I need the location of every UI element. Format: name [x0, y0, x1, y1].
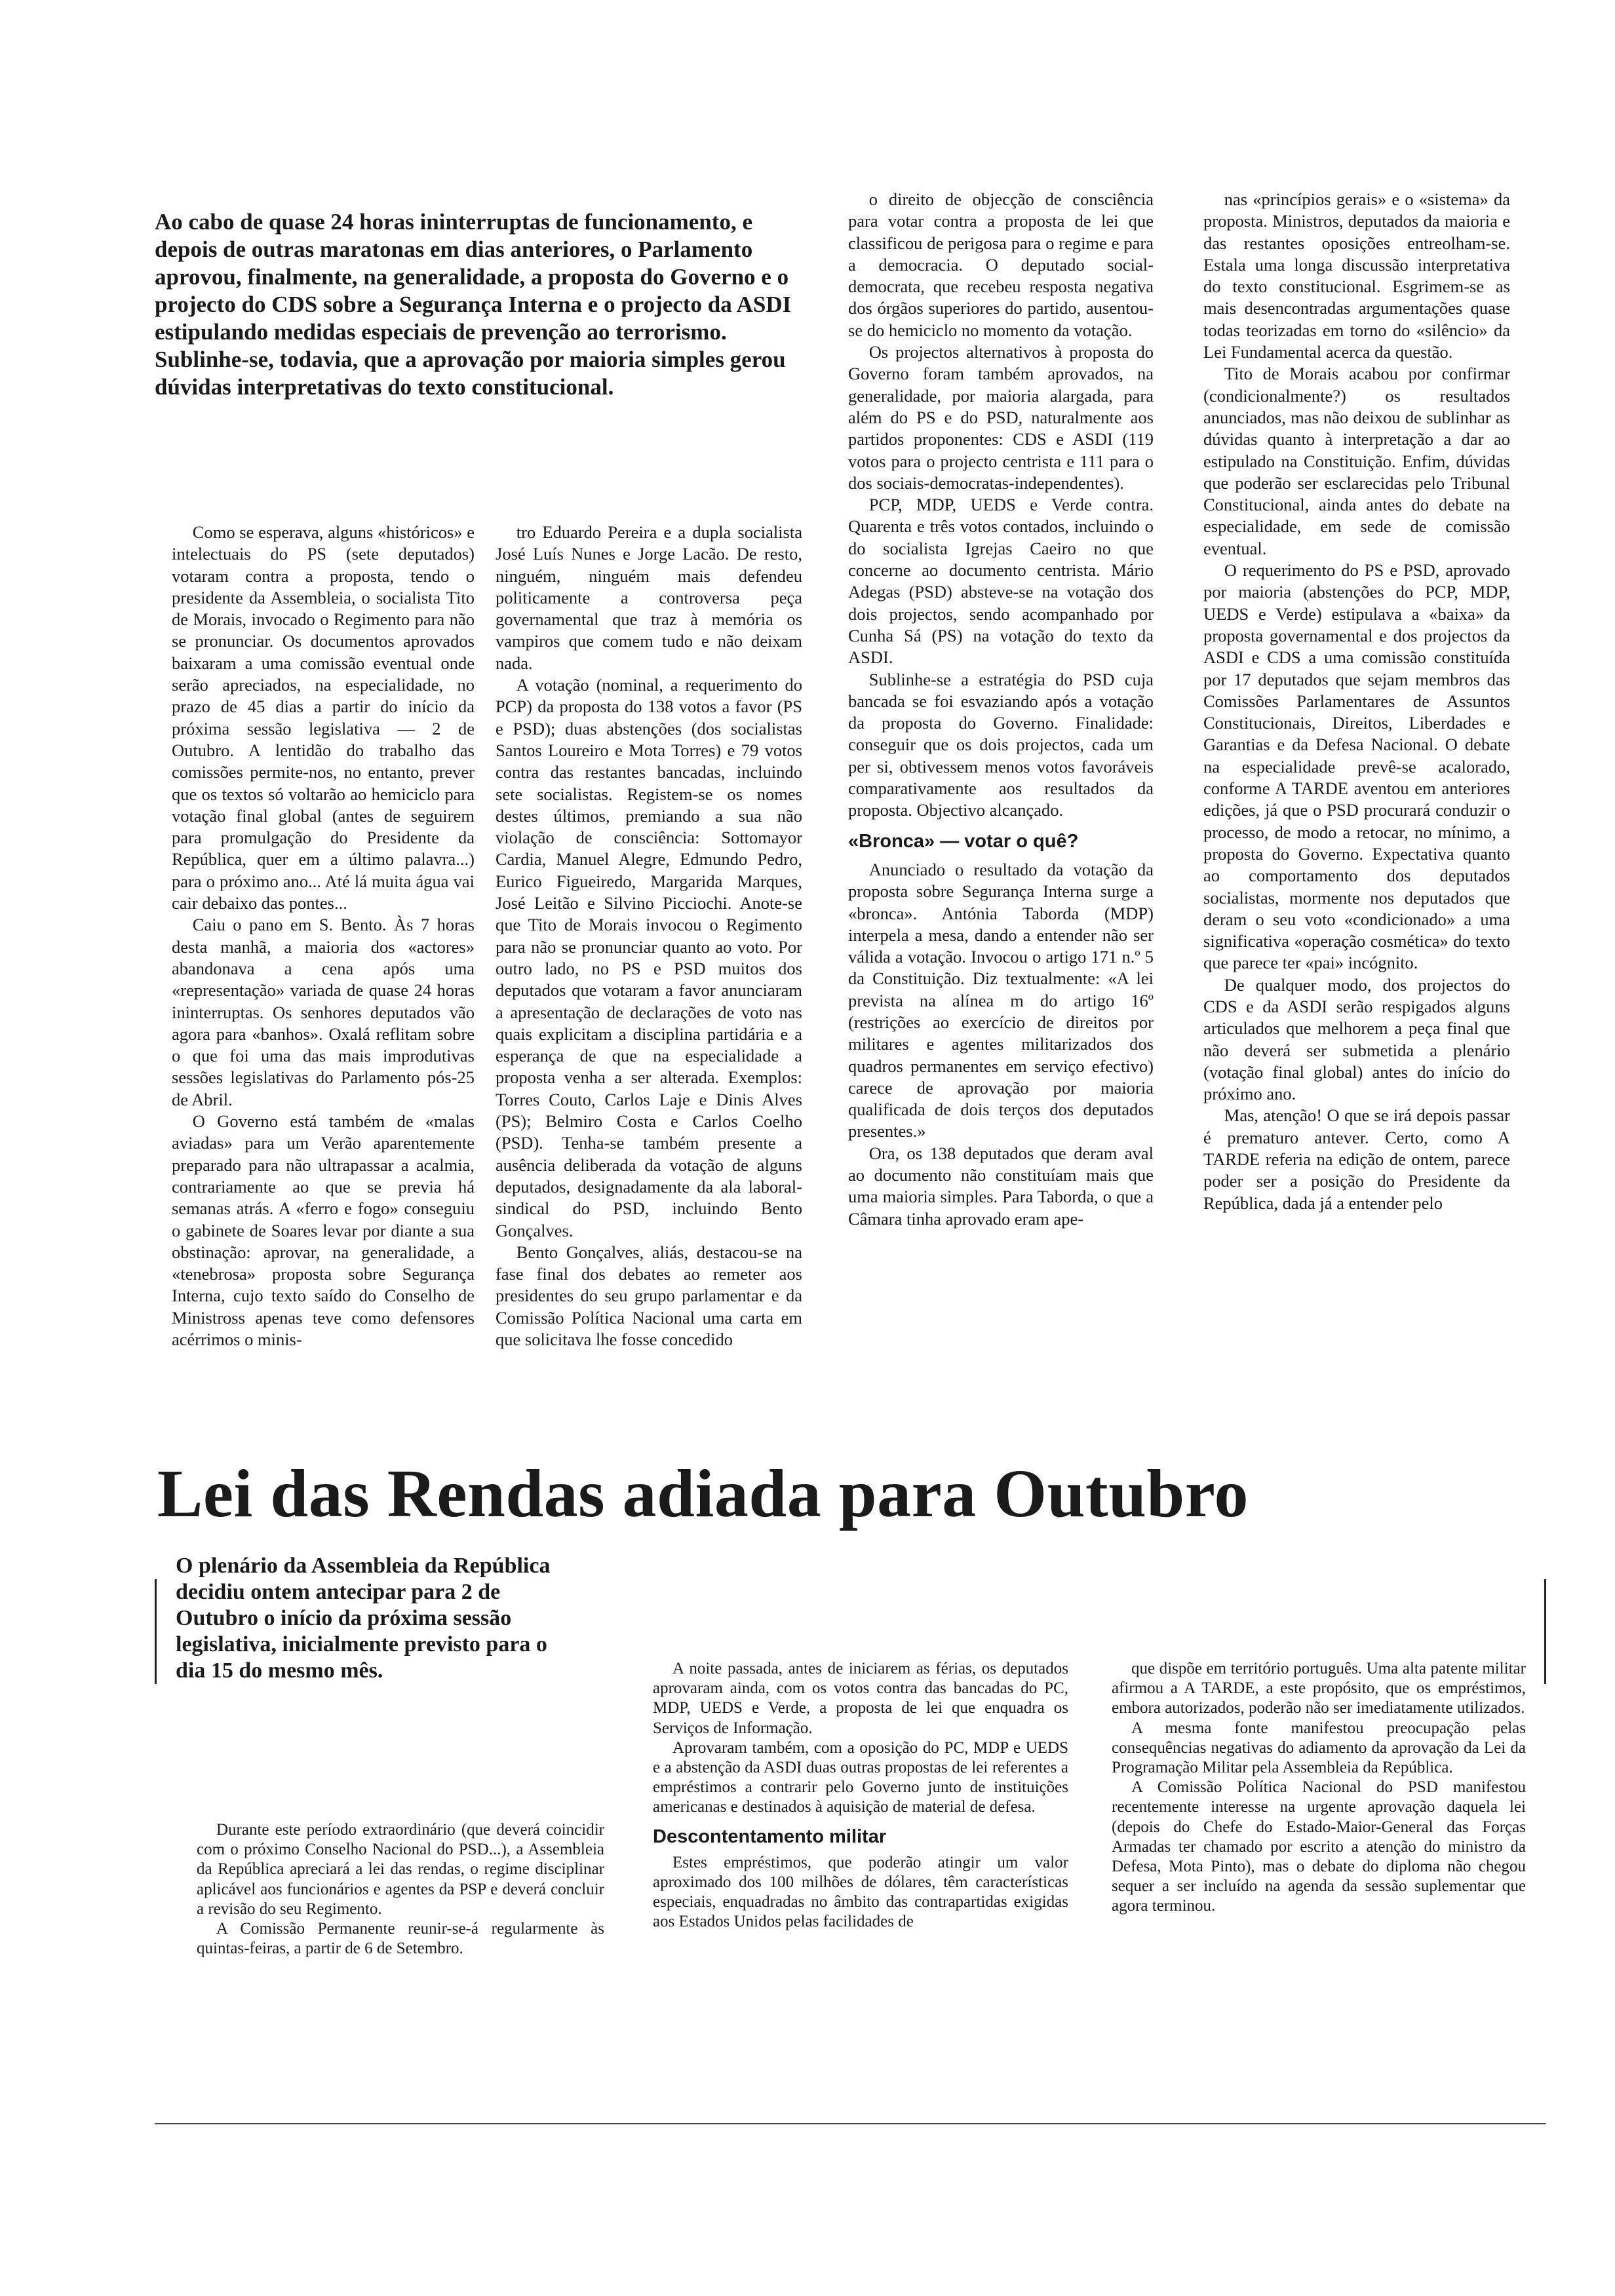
paragraph: Aprovaram também, com a oposição do PC, MDP e UEDS e a abstenção da ASDI duas outras propostas de lei referentes a empréstimos a contrarir pelo Governo junto de instituições americanas e destinados à aquisição de material de defesa. — [653, 1738, 1068, 1816]
paragraph: O requerimento do PS e PSD, aprovado por maioria (abstenções do PCP, MDP, UEDS e Verde) estipulava a «baixa» da proposta governamental e dos projectos da ASDI e CDS a uma comissão constituída por 17 deputados que sejam membros das Comissões Parlamentares de Assuntos Constitucionais, Direitos, Liberdades e Garantias e da Defesa Nacional. O debate na especialidade prevê-se acalorado, conforme A TARDE aventou em anteriores edições, já que o PSD procurará conduzir o processo, de modo a retocar, no mínimo, a proposta do Governo. Expectativa quanto ao comportamento dos deputados socialistas, mormente nos deputados que deram o seu voto «condicionado» a uma significativa «operação cosmética» do texto que parece ter «pai» incógnito. — [1203, 560, 1510, 973]
paragraph: A noite passada, antes de iniciarem as férias, os deputados aprovaram ainda, com os votos contra das bancadas do PC, MDP, UEDS e Verde, a proposta de lei que enquadra os Serviços de Informação. — [653, 1660, 1068, 1737]
paragraph: A votação (nominal, a requerimento do PCP) da proposta do 138 votos a favor (PS e PSD); duas abstenções (dos socialistas Santos Loureiro e Mota Torres) e 79 votos contra das restantes bancadas, incluindo sete socialistas. Registem-se os nomes destes últimos, premiando a sua não violação de consciência: Sottomayor Cardia, Manuel Alegre, Edmundo Pedro, Eurico Figueiredo, Margarida Marques, José Leitão e Silvino Picciochi. Anote-se que Tito de Morais invocou o Regimento para não se pronunciar quanto ao voto. Por outro lado, no PS e PSD muitos dos deputados que votaram a favor anunciaram a apresentação de declarações de voto nas quais explicitam a disciplina partidária e a esperança de que na especialidade a proposta venha a ser alterada. Exemplos: Torres Couto, Carlos Laje e Dinis Alves (PS); Belmiro Costa e Carlos Coelho (PSD). Tenha-se também presente a ausência deliberada da votação de alguns deputados, designadamente da ala laboral-sindical do PSD, incluindo Bento Gonçalves. — [496, 675, 802, 1240]
paragraph: nas «princípios gerais» e o «sistema» da proposta. Ministros, deputados da maioria e das restantes oposições entreolham-se. Estala uma longa discussão interpretativa do texto constitucional. Esgrimem-se as mais desencontradas argumentações quase todas teorizadas em torno do «silêncio» da Lei Fundamental acerca da questão. — [1203, 189, 1510, 362]
article1-column-1 — [172, 522, 475, 1596]
article2-column-1 — [197, 1820, 604, 2095]
box-rule-bottom — [155, 2123, 1546, 2124]
paragraph: tro Eduardo Pereira e a dupla socialista José Luís Nunes e Jorge Lacão. De resto, ninguém, ninguém mais defendeu politicamente a controversa peça governamental que traz à memória os vampiros que comem tudo e não deixam nada. — [496, 522, 802, 673]
paragraph: O Governo está também de «malas aviadas» para um Verão aparentemente preparado para não ultrapassar a acalmia, contrariamente ao que se previa há semanas atrás. A «ferro e fogo» conseguiu o gabinete de Soares levar por diante a sua obstinação: aprovar, na generalidade, a «tenebrosa» proposta sobre Segurança Interna, cujo texto saído do Conselho de Ministross apenas teve como defensores acérrimos o minis- — [172, 1111, 475, 1349]
paragraph: Tito de Morais acabou por confirmar (condicionalmente?) os resultados anunciados, mas não deixou de sublinhar as dúvidas quanto à interpretação a dar ao estipulado na Constituição. Enfim, dúvidas que poderão ser esclarecidas pelo Tribunal Constitucional, ainda antes do debate na especialidade, em sede de comissão eventual. — [1203, 364, 1510, 558]
paragraph: Sublinhe-se a estratégia do PSD cuja bancada se foi esvaziando após a votação da proposta do Governo. Finalidade: conseguir que os dois projectos, cada um per si, obtivessem menos votos favoráveis comparativamente aos resultados da proposta. Objectivo alcançado. — [848, 669, 1154, 820]
section-subhead: «Bronca» — votar o quê? — [848, 830, 1079, 852]
box-rule-right — [1544, 1579, 1546, 1684]
article1-column-2 — [496, 522, 802, 1596]
paragraph: o direito de objecção de consciência para votar contra a proposta de lei que classificou de perigosa para o regime e para a democracia. O deputado social-democrata, que recebeu resposta negativa dos órgãos superiores do partido, ausentou-se do hemiciclo no momento da votação. — [848, 189, 1154, 340]
article1-column-4 — [1203, 189, 1510, 1566]
paragraph: Estes empréstimos, que poderão atingir um valor aproximado dos 100 milhões de dólares, têm características especiais, enquadradas no âmbito das contrapartidas exigidas aos Estados Unidos pelas facilidades de — [653, 1853, 1068, 1931]
section-subhead: Descontentamento militar — [653, 1826, 887, 1847]
paragraph: De qualquer modo, dos projectos do CDS e da ASDI serão respigados alguns articulados que melhorem a peça final que não deverá ser submetida a plenário (votação final global) antes do início do próximo ano. — [1203, 974, 1510, 1104]
paragraph: Bento Gonçalves, aliás, destacou-se na fase final dos debates ao remeter aos presidentes do seu grupo parlamentar e da Comissão Política Nacional uma carta em que solicitava lhe fosse concedido — [496, 1242, 802, 1349]
paragraph: Os projectos alternativos à proposta do Governo foram também aprovados, na generalidade, por maioria alargada, para além do PS e do PSD, naturalmente aos partidos proponentes: CDS e ASDI (119 votos para o projecto centrista e 111 para o dos sociais-democratas-independentes). — [848, 342, 1154, 493]
paragraph: que dispõe em território português. Uma alta patente militar afirmou a A TARDE, a este propósito, que os empréstimos, embora autorizados, poderão não ser imediatamente utilizados. — [1112, 1660, 1526, 1717]
paragraph: PCP, MDP, UEDS e Verde contra. Quarenta e três votos contados, incluindo o do socialista Igrejas Caeiro no que concerne ao documento centrista. Mário Adegas (PSD) absteve-se na votação dos dois projectos, sendo acompanhado por Cunha Sá (PS) na votação do texto da ASDI. — [848, 495, 1154, 668]
article2-column-3 — [1112, 1659, 1526, 2111]
paragraph: Caiu o pano em S. Bento. Às 7 horas desta manhã, a maioria dos «actores» abandonava a cena após uma «representação» variada de quase 24 horas ininterruptas. Os senhores deputados vão agora para «banhos». Oxalá reflitam sobre o que foi uma das mais improdutivas sessões legislativas do Parlamento pós-25 de Abril. — [172, 915, 475, 1109]
headline: Lei das Rendas adiada para Outubro — [157, 1456, 1249, 1531]
article1-column-3 — [848, 189, 1154, 1566]
box-rule-left — [155, 1579, 157, 1684]
paragraph: Ora, os 138 deputados que deram aval ao documento não constituíam mais que uma maioria simples. Para Taborda, o que a Câmara tinha aprovado eram ape- — [848, 1143, 1154, 1229]
paragraph: Anunciado o resultado da votação da proposta sobre Segurança Interna surge a «bronca». Antónia Taborda (MDP) interpela a mesa, dando a entender não ser válida a votação. Invocou o artigo 171 n.º 5 da Constituição. Diz textualmente: «A lei prevista na alínea m do artigo 16º (restrições ao exercício de direitos por militares e agentes militarizados dos quadros permanentes em serviço efectivo) carece de aprovação por maioria qualificada de dois terços dos deputados presentes.» — [848, 859, 1154, 1141]
paragraph: A mesma fonte manifestou preocupação pelas consequências negativas do adiamento da aprovação da Lei da Programação Militar pela Assembleia da República. — [1112, 1719, 1526, 1777]
paragraph: Mas, atenção! O que se irá depois passar é prematuro antever. Certo, como A TARDE referia na edição de ontem, parece poder ser a posição do Presidente da República, dada já a entender pelo — [1203, 1105, 1510, 1213]
paragraph: Durante este período extraordinário (que deverá coincidir com o próximo Conselho Nacional do PSD...), a Assembleia da República apreciará a lei das rendas, o regime disciplinar aplicável aos funcionários e agentes da PSP e deverá concluir a revisão do seu Regimento. — [197, 1821, 604, 1918]
paragraph: A Comissão Permanente reunir-se-á regularmente às quintas-feiras, a partir de 6 de Setembro. — [197, 1920, 604, 1958]
article2-column-2 — [653, 1659, 1068, 2111]
article-lead: Ao cabo de quase 24 horas ininterruptas de funcionamento, e depois de outras maratonas em dias anteriores, o Parlamento aprovou, finalmente, na generalidade, a proposta do Governo e o projecto do CDS sobre a Segurança Interna e o projecto da ASDI estipulando medidas especiais de prevenção ao terrorismo. Sublinhe-se, todavia, que a aprovação por maioria simples gerou dúvidas interpretativas do texto constitucional. — [155, 209, 792, 400]
article2-lead: O plenário da Assembleia da República decidiu ontem antecipar para 2 de Outubro o início da próxima sessão legislativa, inicialmente previsto para o dia 15 do mesmo mês. — [176, 1554, 551, 1683]
paragraph: A Comissão Política Nacional do PSD manifestou recentemente interesse na urgente aprovação daquela lei (depois do Chefe do Estado-Maior-General das Forças Armadas ter chamado por escrito a atenção do ministro da Defesa, Mota Pinto), mas o debate do diploma não chegou sequer a ser incluído na agenda da sessão suplementar que agora terminou. — [1112, 1778, 1526, 1915]
paragraph: Como se esperava, alguns «históricos» e intelectuais do PS (sete deputados) votaram contra a proposta, tendo o presidente da Assembleia, o socialista Tito de Morais, invocado o Regimento para não se pronunciar. Os documentos aprovados baixaram a uma comissão eventual onde serão apreciados, na especialidade, no prazo de 45 dias a partir do início da próxima sessão legislativa — 2 de Outubro. A lentidão do trabalho das comissões permite-nos, no entanto, prever que os textos só voltarão ao hemiciclo para votação final global (antes de seguirem para promulgação do Presidente da República, quer em a último palavra...) para o próximo ano... Até lá muita água vai cair debaixo das pontes... — [172, 522, 475, 913]
